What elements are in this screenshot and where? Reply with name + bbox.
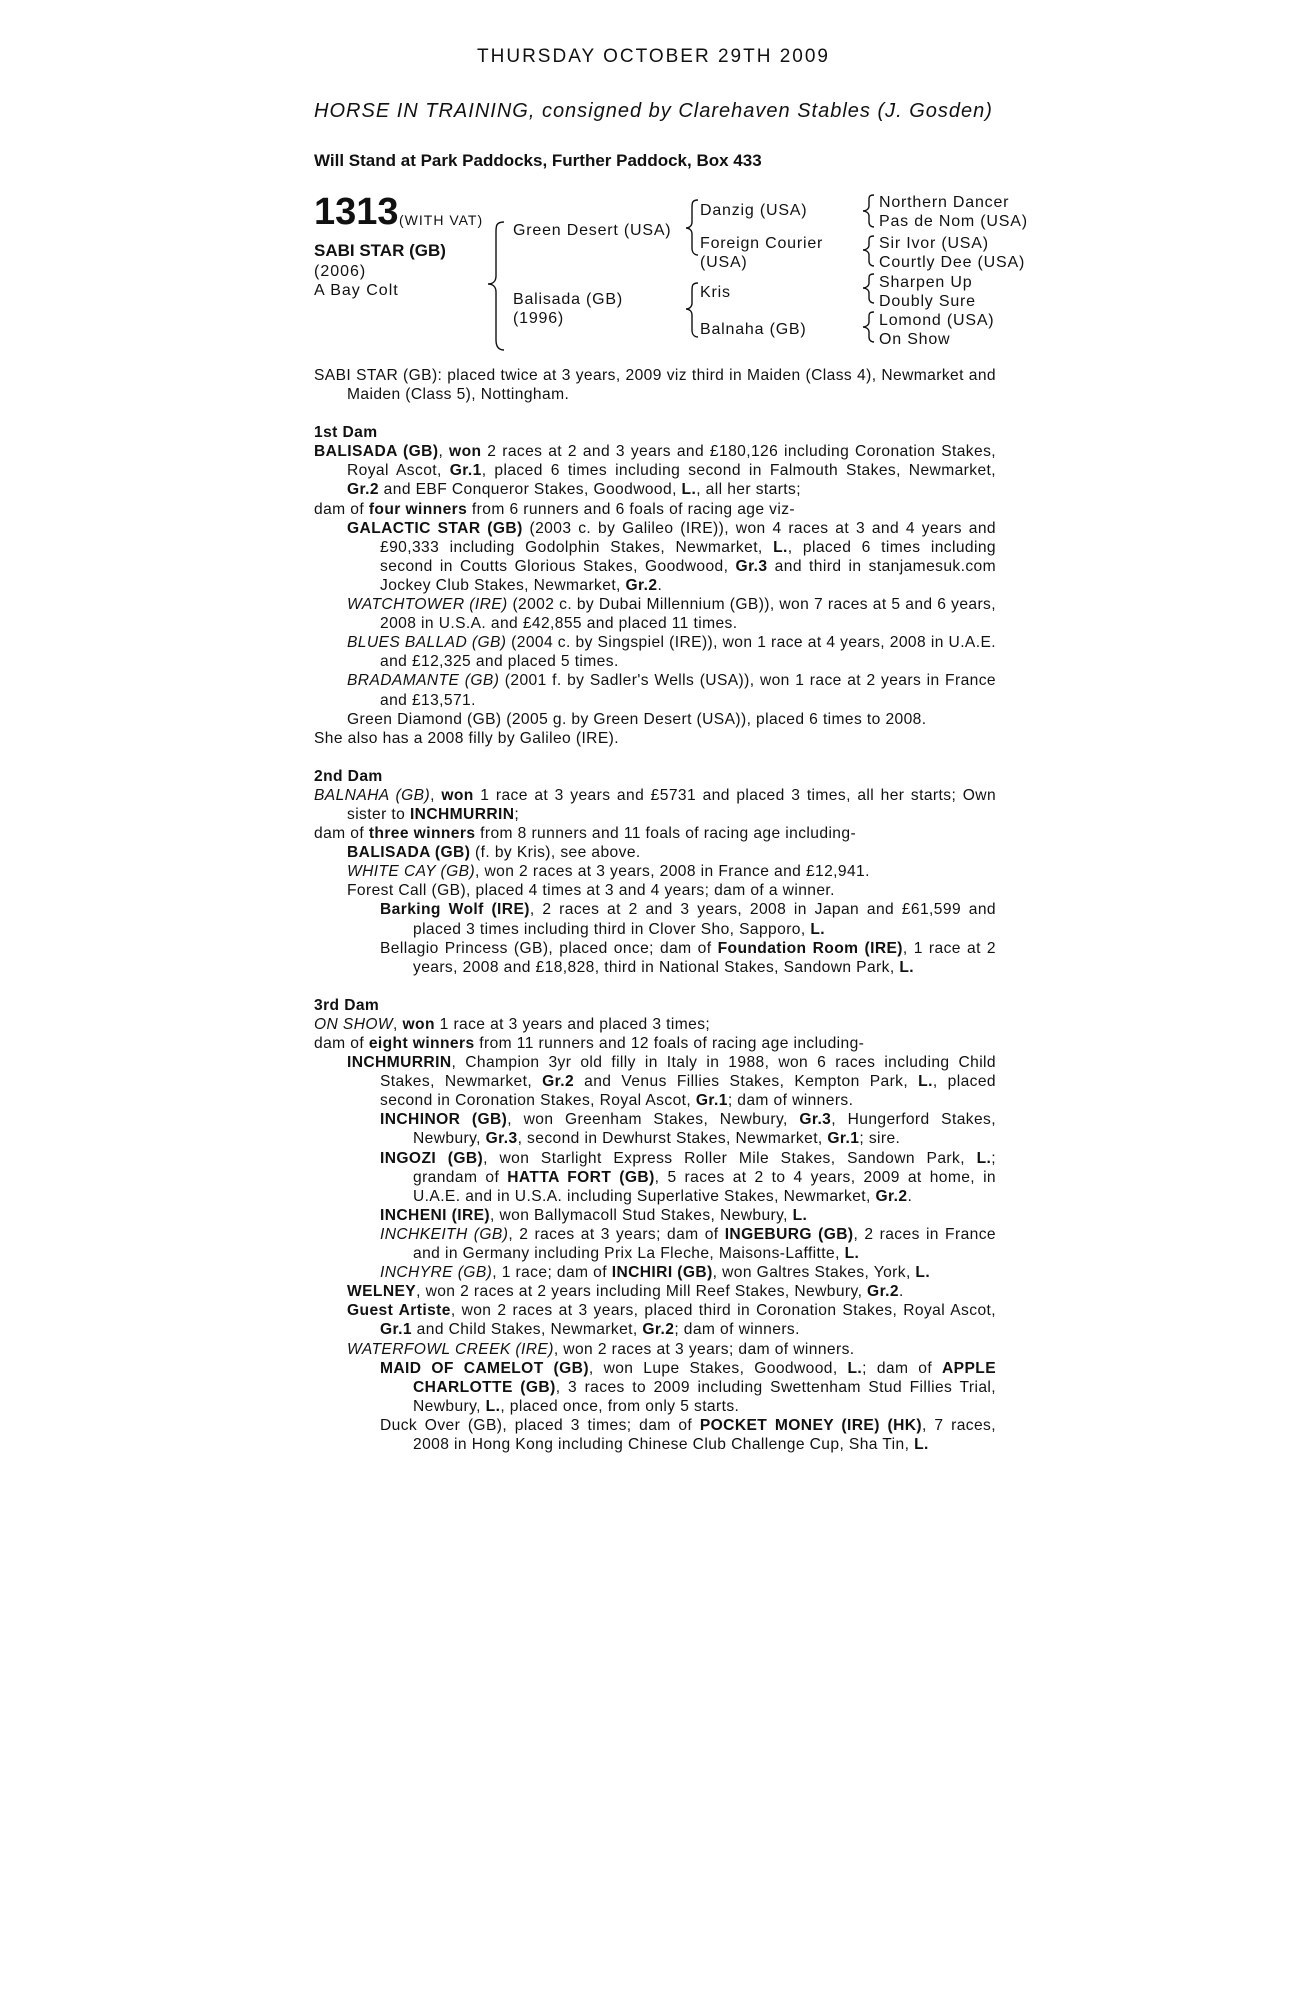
vat-note: (WITH VAT) (399, 212, 484, 228)
pedigree-sire-sire: Danzig (USA) (700, 202, 808, 219)
pedigree-brackets (0, 0, 1307, 380)
pedigree-sire-dam: Foreign Courier (700, 235, 824, 252)
produce-entry: GALACTIC STAR (GB) (2003 c. by Galileo (IRE)), won 4 races at 3 and 4 years and £90,333 including Godolphin Stakes, Newmarket, L., placed 6 times including second in Coutts Glorious Stakes, Goodwood, Gr.3 and third in stanjamesuk.com Jockey Club Stakes, Newmarket, Gr.2. (347, 519, 996, 594)
pedigree-gen3: On Show (879, 331, 951, 348)
horse-year: (2006) (314, 263, 367, 280)
produce-entry: INCHINOR (GB), won Greenham Stakes, Newbury, Gr.3, Hungerford Stakes, Newbury, Gr.3, second in Dewhurst Stakes, Newmarket, Gr.1; sire. (380, 1111, 996, 1148)
pedigree-gen3: Doubly Sure (879, 293, 976, 310)
pedigree-gen3: Northern Dancer (879, 194, 1010, 211)
produce-entry: Duck Over (GB), placed 3 times; dam of POCKET MONEY (IRE) (HK), 7 races, 2008 in Hong Kong including Chinese Club Challenge Cup, Sha Tin, L. (380, 1416, 996, 1453)
produce-note: She also has a 2008 filly by Galileo (IRE). (314, 729, 619, 747)
produce-entry: INCHENI (IRE), won Ballymacoll Stud Stakes, Newbury, L. (380, 1206, 808, 1224)
pedigree-gen3: Lomond (USA) (879, 312, 995, 329)
pedigree-gen3: Sharpen Up (879, 274, 973, 291)
pedigree-sire: Green Desert (USA) (513, 222, 672, 239)
dam-heading: 3rd Dam (314, 996, 380, 1014)
pedigree-dam-dam: Balnaha (GB) (700, 321, 807, 338)
produce-entry: INCHYRE (GB), 1 race; dam of INCHIRI (GB), won Galtres Stakes, York, L. (380, 1264, 931, 1282)
produce-entry: WHITE CAY (GB), won 2 races at 3 years, 2008 in France and £12,941. (347, 863, 870, 881)
produce-entry: BALISADA (GB) (f. by Kris), see above. (347, 844, 641, 862)
pedigree-gen3: Courtly Dee (USA) (879, 254, 1026, 271)
produce-entry: BRADAMANTE (GB) (2001 f. by Sadler's Wells (USA)), won 1 race at 2 years in France and £13,571. (347, 672, 996, 709)
produce-entry: MAID OF CAMELOT (GB), won Lupe Stakes, Goodwood, L.; dam of APPLE CHARLOTTE (GB), 3 races to 2009 including Swettenham Stud Fillies Trial, Newbury, L., placed once, from only 5 starts. (380, 1359, 996, 1415)
pedigree-dam: Balisada (GB) (513, 291, 623, 308)
stand-location: Will Stand at Park Paddocks, Further Paddock, Box 433 (314, 151, 762, 170)
dam-record: BALISADA (GB), won 2 races at 2 and 3 years and £180,126 including Coronation Stakes, Royal Ascot, Gr.1, placed 6 times including second in Falmouth Stakes, Newmarket, Gr.2 and EBF Conqueror Stakes, Goodwood, L., all her starts; (314, 443, 997, 499)
dam-record: ON SHOW, won 1 race at 3 years and placed 3 times; (314, 1015, 711, 1033)
pedigree-gen3: Sir Ivor (USA) (879, 235, 989, 252)
produce-entry: WATCHTOWER (IRE) (2002 c. by Dubai Millennium (GB)), won 7 races at 5 and 6 years, 2008 in U.S.A. and £42,855 and placed 11 times. (347, 596, 996, 633)
dam-produce-summary: dam of three winners from 8 runners and 11 foals of racing age including- (314, 825, 857, 843)
horse-description: A Bay Colt (314, 282, 399, 299)
produce-entry: Green Diamond (GB) (2005 g. by Green Desert (USA)), placed 6 times to 2008. (347, 710, 927, 728)
produce-entry: Forest Call (GB), placed 4 times at 3 and 4 years; dam of a winner. (347, 882, 835, 900)
pedigree-gen3: Pas de Nom (USA) (879, 213, 1028, 230)
produce-entry: Bellagio Princess (GB), placed once; dam of Foundation Room (IRE), 1 race at 2 years, 2008 and £18,828, third in National Stakes, Sandown Park, L. (380, 939, 996, 976)
produce-entry: WELNEY, won 2 races at 2 years including Mill Reef Stakes, Newbury, Gr.2. (347, 1283, 904, 1301)
dam-heading: 1st Dam (314, 424, 378, 442)
dam-produce-summary: dam of four winners from 6 runners and 6 foals of racing age viz- (314, 500, 796, 518)
horse-name: SABI STAR (GB) (314, 241, 446, 260)
dam-heading: 2nd Dam (314, 767, 383, 785)
produce-entry: Guest Artiste, won 2 races at 3 years, placed third in Coronation Stakes, Royal Ascot, Gr.1 and Child Stakes, Newmarket, Gr.2; dam of winners. (347, 1302, 996, 1339)
lot-number: 1313 (314, 191, 399, 233)
produce-entry: Barking Wolf (IRE), 2 races at 2 and 3 years, 2008 in Japan and £61,599 and placed 3 times including third in Clover Sho, Sapporo, L. (380, 901, 996, 938)
pedigree-dam-sire: Kris (700, 284, 731, 301)
produce-entry: INGOZI (GB), won Starlight Express Roller Mile Stakes, Sandown Park, L.; grandam of HATTA FORT (GB), 5 races at 2 to 4 years, 2009 at home, in U.A.E. and in U.S.A. including Superlative Stakes, Newmarket, Gr.2. (380, 1149, 997, 1205)
race-summary: SABI STAR (GB): placed twice at 3 years, 2009 viz third in Maiden (Class 4), Newmarket and Maiden (Class 5), Nottingham. (314, 367, 996, 404)
pedigree-dam-year: (1996) (513, 310, 565, 327)
produce-entry: INCHKEITH (GB), 2 races at 3 years; dam of INGEBURG (GB), 2 races in France and in Germany including Prix La Fleche, Maisons-Laffitte, L. (380, 1225, 996, 1263)
dam-produce-summary: dam of eight winners from 11 runners and 12 foals of racing age including- (314, 1035, 865, 1052)
catalogue-body (314, 366, 996, 1454)
produce-entry: BLUES BALLAD (GB) (2004 c. by Singspiel (IRE)), won 1 race at 4 years, 2008 in U.A.E. and £12,325 and placed 5 times. (347, 634, 996, 671)
consignment-line: HORSE IN TRAINING, consigned by Clarehaven Stables (J. Gosden) (314, 100, 993, 122)
dam-record: BALNAHA (GB), won 1 race at 3 years and £5731 and placed 3 times, all her starts; Own sister to INCHMURRIN; (314, 786, 997, 823)
pedigree-sire-dam-country: (USA) (700, 254, 748, 271)
produce-entry: WATERFOWL CREEK (IRE), won 2 races at 3 years; dam of winners. (347, 1340, 855, 1358)
sale-date: THURSDAY OCTOBER 29TH 2009 (477, 46, 830, 67)
produce-entry: INCHMURRIN, Champion 3yr old filly in Italy in 1988, won 6 races including Child Stakes, Newmarket, Gr.2 and Venus Fillies Stakes, Kempton Park, L., placed second in Coronation Stakes, Royal Ascot, Gr.1; dam of winners. (347, 1054, 996, 1110)
